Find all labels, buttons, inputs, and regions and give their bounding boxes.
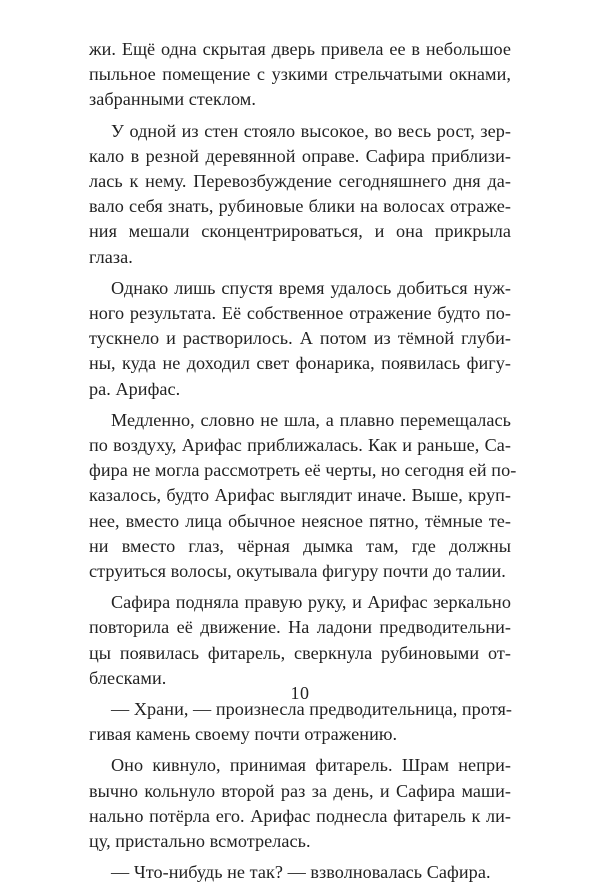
- paragraph: [89, 119, 511, 270]
- text-line: Оно кивнуло, принимая фитарель. Шрам непри-: [111, 755, 511, 776]
- text-line: цу, пристально всмотрелась.: [89, 831, 311, 852]
- text-line: фира не могла рассмотреть её черты, но сегодня ей по-: [89, 460, 517, 481]
- text-line: ного результата. Её собственное отражение будто по-: [89, 303, 511, 324]
- text-line: ра. Арифас.: [89, 378, 181, 399]
- paragraph: [89, 753, 511, 854]
- text-line: блесками.: [89, 667, 167, 688]
- text-line: тускнело и растворилось. А потом из тёмной глуби-: [89, 328, 511, 349]
- text-line: по воздуху, Арифас приближалась. Как и раньше, Са-: [89, 435, 511, 456]
- text-line: ны, куда не доходил свет фонарика, появилась фигу-: [89, 353, 511, 374]
- paragraph: [89, 697, 511, 747]
- text-line: нее, вместо лица обычное неясное пятно, тёмные те-: [89, 510, 511, 531]
- text-line: Сафира подняла правую руку, и Арифас зеркально: [111, 592, 511, 613]
- text-line: вычно кольнуло второй раз за день, и Сафира маши-: [89, 780, 511, 801]
- text-line: У одной из стен стояло высокое, во весь рост, зер-: [111, 120, 511, 141]
- text-line: ния мешали сконцентрироваться, и она прикрыла: [89, 221, 511, 242]
- text-line: пыльное помещение с узкими стрельчатыми окнами,: [89, 64, 511, 85]
- book-page-text: [89, 37, 517, 892]
- text-line: гивая камень своему почти отражению.: [89, 724, 398, 745]
- text-line: жи. Ещё одна скрытая дверь привела ее в небольшое: [89, 39, 511, 59]
- text-line: глаза.: [89, 246, 133, 267]
- paragraph: [89, 408, 517, 584]
- page-number: 10: [290, 683, 310, 703]
- text-line: цы появилась фитарель, сверкнула рубиновыми от-: [89, 642, 511, 663]
- text-line: — Что-нибудь не так? — взволновалась Сафира.: [111, 862, 491, 883]
- paragraph: [89, 590, 511, 691]
- paragraph: [89, 37, 511, 113]
- text-line: ни вместо глаз, чёрная дымка там, где должны: [89, 535, 511, 556]
- text-line: забранными стеклом.: [89, 89, 256, 110]
- text-line: повторила её движение. На ладони предводительни-: [89, 617, 511, 638]
- text-line: Медленно, словно не шла, а плавно перемещалась: [111, 409, 511, 430]
- text-line: казалось, будто Арифас выглядит иначе. Выше, круп-: [89, 485, 511, 506]
- paragraph: [89, 860, 511, 885]
- text-line: вало себя знать, рубиновые блики на волосах отраже-: [89, 196, 511, 217]
- paragraph: [89, 276, 511, 402]
- text-line: Однако лишь спустя время удалось добиться нуж-: [111, 277, 511, 298]
- text-line: нально потёрла его. Арифас поднесла фитарель к ли-: [89, 805, 511, 826]
- text-line: лась к нему. Перевозбуждение сегодняшнего дня да-: [89, 171, 511, 192]
- text-line: — Храни, — произнесла предводительница, протя-: [111, 699, 512, 720]
- text-line: струиться волосы, окутывала фигуру почти до талии.: [89, 561, 506, 582]
- text-line: кало в резной деревянной оправе. Сафира приблизи-: [89, 145, 511, 166]
